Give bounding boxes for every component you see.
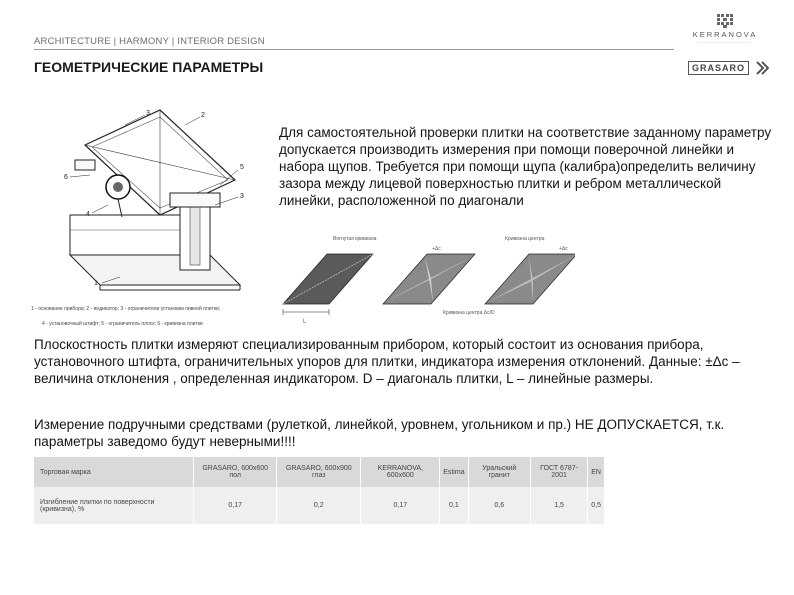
table-cell: 0,1 (440, 487, 468, 524)
table-header: EN (588, 457, 605, 487)
kerranova-logo-underline: ————————————— (699, 40, 751, 44)
svg-text:2: 2 (201, 112, 205, 119)
curvature-table (34, 457, 605, 524)
table-header-row (34, 457, 605, 487)
table-header: GRASARO, 600x600 пол (194, 457, 277, 487)
table-header: ГОСТ 6787-2001 (530, 457, 587, 487)
chevron-right-icon (755, 61, 769, 75)
label-plus-1: +Δc (432, 246, 441, 252)
device-caption-line1: 1 - основание прибора; 2 - индикатор; 3 - ограничители установки пивной плитки; (31, 306, 221, 312)
description-paragraph: Плоскостность плитки измеряют специализированным прибором, который состоит из основания прибора, установочного штифта, ограничительных упоров для плитки, индикатора измерения отклонений. Данные: ±Δс – величина отклонения , определенная индикатором. D – диагональ плитки, L – линейные размеры. (34, 337, 740, 387)
svg-text:3: 3 (146, 110, 150, 117)
kerranova-mark-icon (717, 14, 733, 28)
measuring-device-diagram (30, 105, 270, 295)
svg-text:5: 5 (240, 164, 244, 171)
svg-text:1: 1 (94, 280, 98, 287)
header-tagline: ARCHITECTURE | HARMONY | INTERIOR DESIGN (34, 36, 265, 47)
svg-text:3: 3 (240, 193, 244, 200)
table-cell: 1,5 (530, 487, 587, 524)
kerranova-logo (690, 14, 760, 44)
table-header: Уральский гранит (468, 457, 530, 487)
table-header: GRASARO, 600x900 глаз (277, 457, 361, 487)
tiles-svg (275, 232, 575, 332)
page-title: ГЕОМЕТРИЧЕСКИЕ ПАРАМЕТРЫ (34, 59, 264, 75)
tile-curvature-diagram (275, 232, 575, 332)
table-header: Торговая марка (34, 457, 194, 487)
device-caption-line2: 4 - установочный штифт; 5 - ограничитель плоск; 6 - кривизна плитки (42, 321, 203, 327)
table-cell: 0,17 (194, 487, 277, 524)
table-cell: 0,17 (361, 487, 440, 524)
warning-paragraph: Измерение подручными средствами (рулеткой, линейкой, уровнем, угольником и пр.) НЕ ДОПУСКАЕТСЯ, т.к. параметры заведомо будут неверными!!!! (34, 417, 725, 450)
kerranova-logo-text: KERRANOVA (692, 30, 758, 39)
grasaro-logo (688, 59, 769, 77)
table-cell: 0,6 (468, 487, 530, 524)
header-divider (34, 49, 674, 50)
grasaro-logo-text: GRASARO (688, 61, 749, 75)
label-plus-2: +Δc (559, 246, 568, 252)
table-row (34, 487, 605, 524)
intro-paragraph: Для самостоятельной проверки плитки на соответствие заданному параметру допускается производить измерения при помощи поверочной линейки и набора щупов. Требуется при помощи щупа (калибра)определить величину зазора между лицевой поверхностью плитки и ребром металлической линейки, расположенной по диагонали (279, 125, 772, 208)
table-row-label: Изгибление плитки по поверхности (кривизна), % (34, 487, 194, 524)
table-cell: 0,5 (588, 487, 605, 524)
svg-text:4: 4 (86, 211, 90, 218)
label-convex: Кривизна центра (505, 236, 545, 242)
svg-text:6: 6 (64, 174, 68, 181)
label-formula: Кривизна центра Δс/D (443, 310, 495, 316)
table-header: KERRANOVA, 600x600 (361, 457, 440, 487)
label-l: L (303, 319, 307, 325)
table-cell: 0,2 (277, 487, 361, 524)
table-header: Estima (440, 457, 468, 487)
label-concave: Вогнутая кривизна (333, 236, 377, 242)
